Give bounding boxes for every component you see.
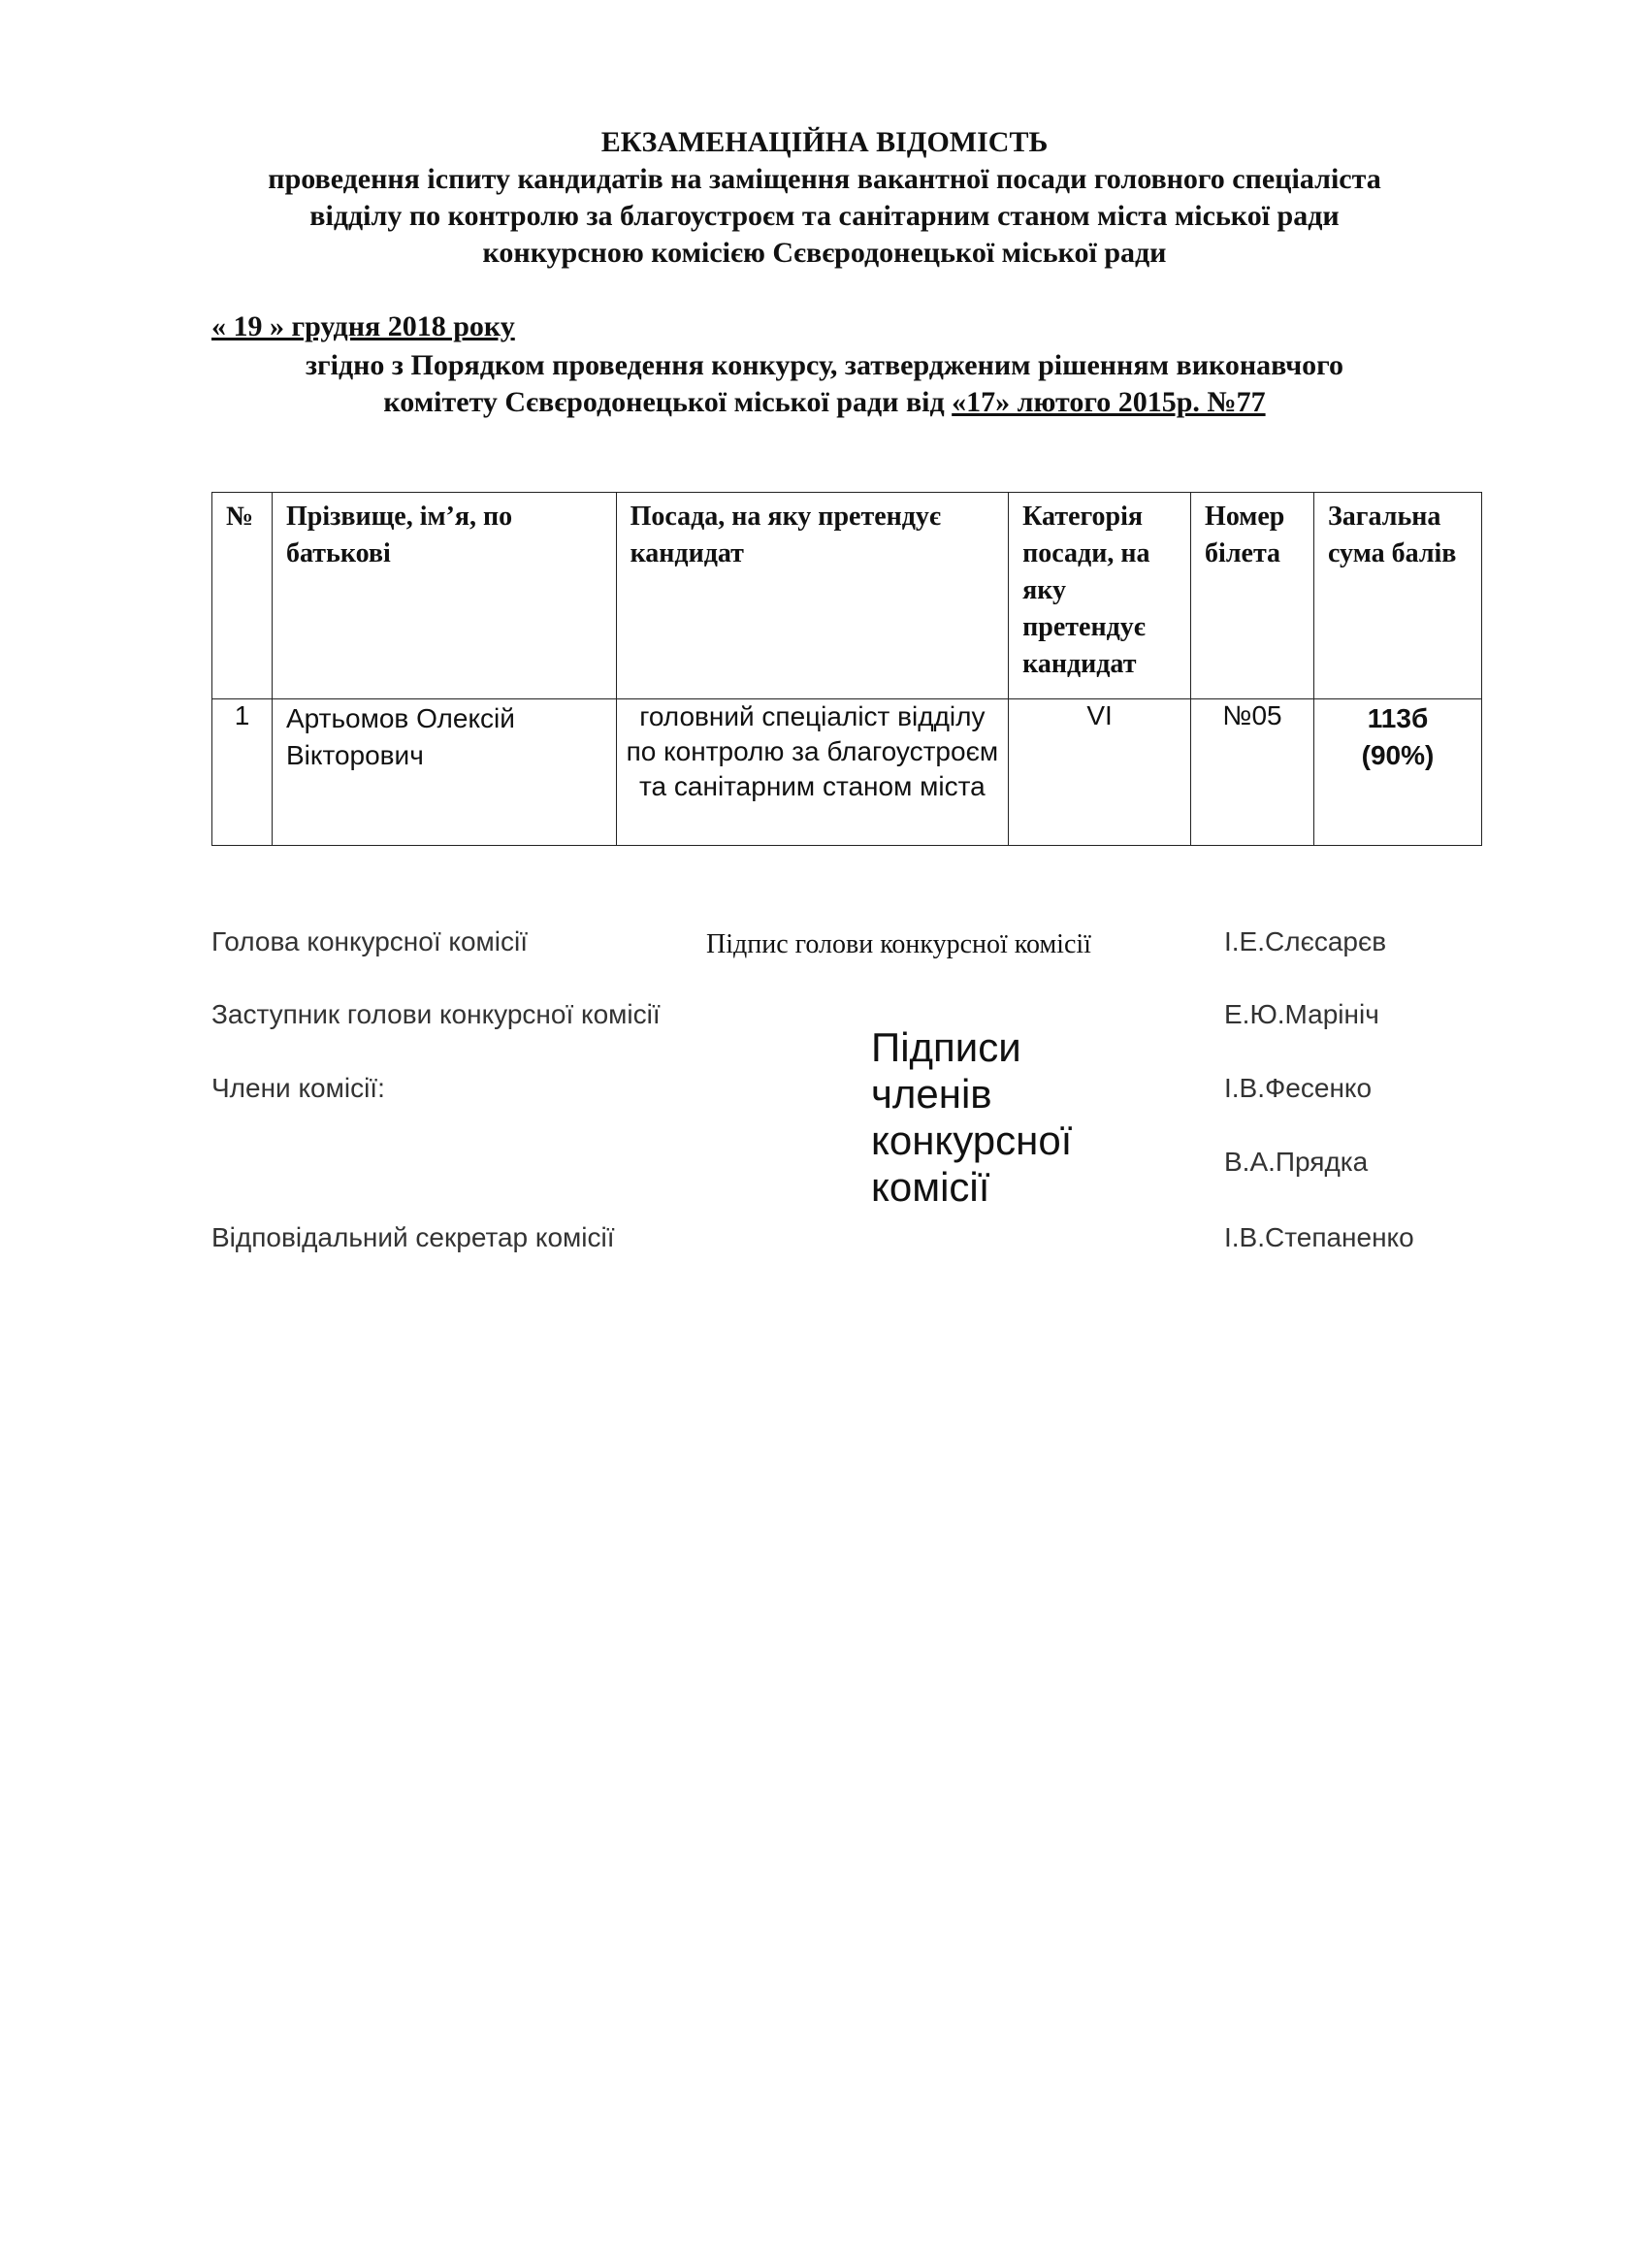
order-reference (0, 347, 1649, 421)
chair-label: Голова конкурсної комісії (211, 926, 529, 956)
order-line1: згідно з Порядком проведення конкурсу, затвердженим рішенням виконавчого (305, 349, 1344, 381)
cell-category: VI (1009, 699, 1191, 846)
document-title: ЕКЗАМЕНАЦІЙНА ВІДОМІСТЬ (600, 126, 1049, 158)
cell-score (1314, 699, 1482, 846)
exam-date: « 19 » грудня 2018 року (211, 310, 515, 342)
order-line2 (0, 384, 1649, 421)
header-position: Посада, на яку претендує кандидат (616, 493, 1009, 699)
header-score: Загальна сума балів (1314, 493, 1482, 699)
secretary-name: І.В.Степаненко (1224, 1222, 1414, 1252)
cell-ticket: №05 (1191, 699, 1314, 846)
deputy-label: Заступник голови конкурсної комісії (211, 999, 661, 1029)
cell-full-name: Артьомов Олексій Вікторович (272, 699, 616, 846)
exam-results-table (211, 492, 1482, 846)
secretary-label: Відповідальний секретар комісії (211, 1222, 615, 1252)
cell-number: 1 (212, 699, 273, 846)
member-name-pryadka: В.А.Прядка (1224, 1147, 1369, 1177)
header-number: № (212, 493, 273, 699)
score-percent: (90%) (1361, 740, 1435, 770)
deputy-name: Е.Ю.Марініч (1224, 999, 1379, 1029)
chair-name: І.Е.Слєсарєв (1224, 926, 1387, 956)
header-ticket: Номер білета (1191, 493, 1314, 699)
member-name-fesenko: І.В.Фесенко (1224, 1073, 1373, 1103)
table-header-row (212, 493, 1482, 699)
chair-signature: Підпис голови конкурсної комісії (706, 929, 1091, 959)
document-title-block (0, 124, 1649, 272)
order-decision-ref: «17» лютого 2015р. №77 (952, 386, 1266, 418)
cell-position: головний спеціаліст відділу по контролю за благоустроєм та санітарним станом міста (616, 699, 1009, 846)
order-line2-prefix: комітету Сєвєродонецької міської ради від (383, 386, 953, 418)
header-category: Категорія посади, на яку претендує кандидат (1009, 493, 1191, 699)
score-points: 113б (1367, 703, 1429, 733)
document-subtitle-line2: відділу по контролю за благоустроєм та санітарним станом міста міської ради (309, 200, 1340, 232)
document-subtitle-line1: проведення іспиту кандидатів на заміщення вакантної посади головного спеціаліста (268, 163, 1381, 195)
table-row (212, 699, 1482, 846)
members-label: Члени комісії: (211, 1073, 385, 1103)
members-signatures: Підписи членів конкурсної комісії (871, 1024, 1073, 1210)
header-full-name: Прізвище, ім’я, по батькові (272, 493, 616, 699)
document-subtitle-line3: конкурсною комісією Сєвєродонецької міської ради (482, 237, 1167, 269)
